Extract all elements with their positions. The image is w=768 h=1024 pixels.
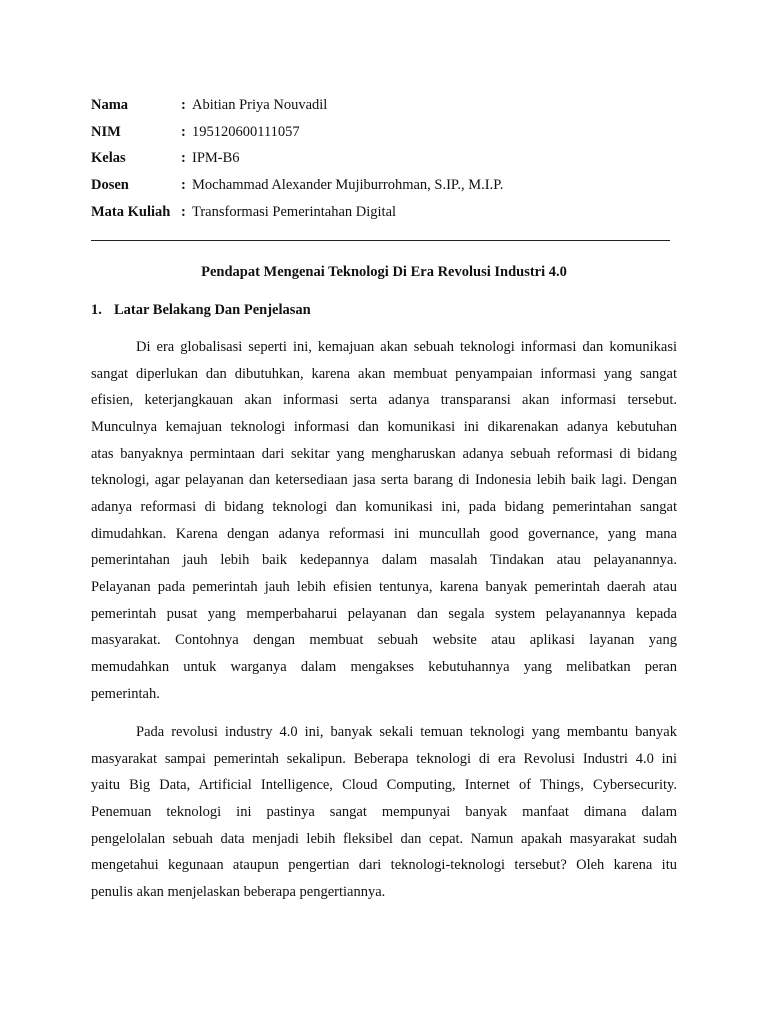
info-row-nama	[91, 92, 503, 119]
text-line: Munculnya kemajuan teknologi informasi dan komunikasi ini dikarenakan adanya kebutuhan	[91, 418, 677, 435]
text-line: mengetahui kegunaan ataupun pengertian dari teknologi-teknologi tersebut? Oleh karena itu	[91, 857, 677, 874]
text-line: pengelolalan sebuah data menjadi lebih fleksibel dan cepat. Namun apakah masyarakat sudah	[91, 830, 677, 847]
info-colon: :	[181, 203, 186, 220]
text-line: Pada revolusi industry 4.0 ini, banyak sekali temuan teknologi yang membantu banyak	[136, 724, 677, 740]
text-line: dimudahkan. Karena dengan adanya reformasi ini muncullah good governance, yang mana	[91, 525, 677, 542]
section-number: 1.	[91, 302, 102, 318]
text-line: memudahkan untuk warganya dalam mengakses kebutuhannya yang melibatkan peran	[91, 658, 677, 675]
text-line: atas banyaknya permintaan dari sekitar yang mengharuskan adanya sebuah reformasi di bidang	[91, 445, 677, 462]
info-label: Kelas	[91, 150, 126, 167]
section-heading-text: Latar Belakang Dan Penjelasan	[114, 302, 311, 318]
horizontal-divider	[91, 240, 670, 241]
text-line: adanya reformasi di bidang teknologi dan komunikasi ini, pada bidang pemerintahan sangat	[91, 498, 677, 515]
info-value: Abitian Priya Nouvadil	[192, 97, 328, 113]
text-line: masyarakat sampai pemerintah sekalipun. Beberapa teknologi di era Revolusi Industri 4.0 ini	[91, 750, 677, 767]
info-label: NIM	[91, 123, 121, 140]
text-line: pemerintah.	[91, 685, 160, 702]
text-line: pemerintah pusat yang memperbaharui pelayanan dan segala system pelayanannya kepada	[91, 605, 677, 622]
info-colon: :	[181, 150, 186, 167]
text-line: efisien, keterjangkauan akan informasi serta adanya transparansi akan informasi tersebut.	[91, 392, 677, 409]
text-line: Pelayanan pada pemerintah jauh lebih efisien tentunya, karena banyak pemerintah daerah atau	[91, 578, 677, 595]
student-info-block	[91, 92, 503, 225]
paragraph-1	[91, 334, 677, 707]
text-line: sangat diperlukan dan dibutuhkan, karena akan membuat penyampaian informasi yang sangat	[91, 365, 677, 382]
text-line: penulis akan menjelaskan beberapa pengertiannya.	[91, 883, 386, 900]
document-title: Pendapat Mengenai Teknologi Di Era Revolusi Industri 4.0	[201, 264, 567, 280]
info-row-dosen	[91, 172, 503, 199]
text-line: pemerintahan jauh lebih baik kedepannya dalam masalah Tindakan atau pelayanannya.	[91, 552, 677, 569]
info-row-nim	[91, 119, 503, 146]
section-heading	[91, 300, 311, 320]
info-row-mata-kuliah	[91, 199, 503, 226]
info-colon: :	[181, 123, 186, 140]
text-line: yaitu Big Data, Artificial Intelligence, Cloud Computing, Internet of Things, Cybersecurity.	[91, 777, 677, 794]
info-value: 195120600111057	[192, 123, 300, 140]
text-line: masyarakat. Contohnya dengan membuat sebuah website atau aplikasi layanan yang	[91, 632, 677, 649]
text-line: Penemuan teknologi ini pastinya sangat mempunyai banyak manfaat dimana dalam	[91, 803, 677, 820]
info-label: Nama	[91, 97, 129, 113]
info-value: Transformasi Pemerintahan Digital	[192, 203, 397, 220]
info-colon: :	[181, 97, 186, 113]
info-label: Dosen	[91, 177, 129, 194]
info-row-kelas	[91, 145, 503, 172]
text-line: teknologi, agar pelayanan dan ketersediaan jasa serta barang di Indonesia lebih baik lagi. Dengan	[91, 472, 677, 489]
info-value: Mochammad Alexander Mujiburrohman, S.IP., M.I.P.	[192, 177, 504, 194]
info-colon: :	[181, 177, 186, 194]
text-line: Di era globalisasi seperti ini, kemajuan akan sebuah teknologi informasi dan komunikasi	[136, 339, 677, 355]
paragraph-2	[91, 719, 677, 906]
info-value: IPM-B6	[192, 150, 240, 167]
info-label: Mata Kuliah	[91, 203, 171, 220]
